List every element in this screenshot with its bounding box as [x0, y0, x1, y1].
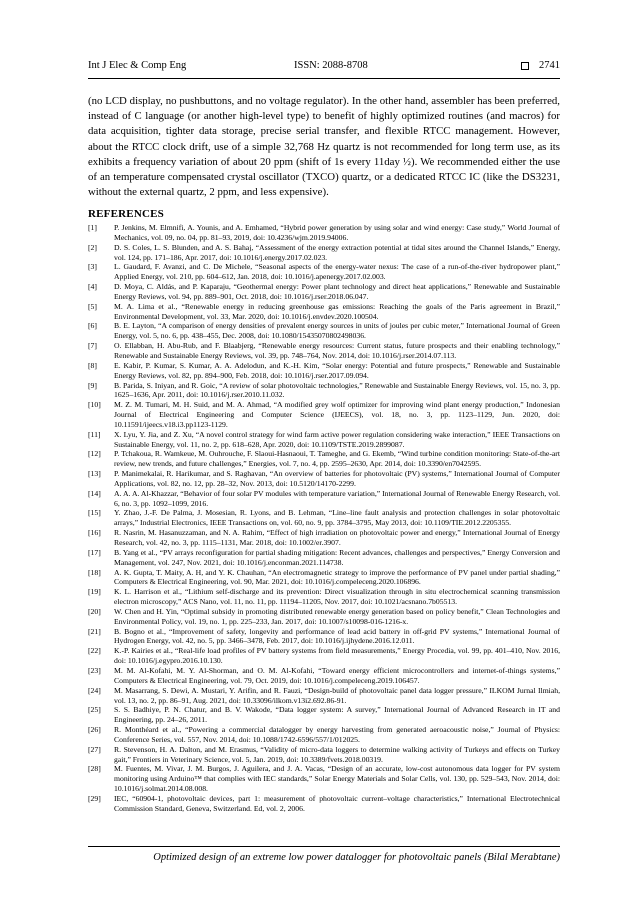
- reference-item: [88, 627, 560, 647]
- reference-text: L. Gaudard, F. Avanzi, and C. De Michele, “Seasonal aspects of the energy-water nexus: The case of a run-of-the-river hydropower plant,” Applied Energy, vol. 210, pp. 604–612, Jan. 2018, doi: 10.1016/j.apenergy.2017.02.003.: [114, 262, 560, 282]
- reference-text: P. Manimekalai, R. Harikumar, and S. Raghavan, “An overview of batteries for photovoltaic (PV) systems,” International Journal of Computer Applications, vol. 82, no. 12, pp. 28–32, Nov. 2013, doi: 10.5120/14170-2299.: [114, 469, 560, 488]
- reference-number: [2]: [88, 242, 97, 252]
- reference-item: [88, 321, 560, 341]
- reference-number: [8]: [88, 360, 97, 370]
- page-number-group: [521, 57, 560, 75]
- reference-item: [88, 400, 560, 430]
- checkbox-square-icon: [521, 62, 529, 70]
- reference-text: M. Masarrang, S. Dewi, A. Mustari, Y. Arifin, and R. Fauzi, “Design-build of photovoltaic panel data logger pressure,” ILKOM Jurnal Ilmiah, vol. 13, no. 2, pp. 86–91, Aug. 2021, doi: 10.33096/ilkom.v13i2.692.86-91.: [114, 685, 560, 705]
- reference-number: [17]: [88, 547, 101, 557]
- reference-item: [88, 548, 560, 568]
- reference-text: W. Chen and H. Yin, “Optimal subsidy in promoting distributed renewable energy generation based on policy benefit,” Clean Technologies and Environmental Policy, vol. 19, no. 1, pp. 225–233, Jan. 2017, doi: 10.1007/s10098-016-1216-x.: [114, 606, 560, 626]
- reference-text: A. A. A. Al-Khazzar, “Behavior of four solar PV modules with temperature variation,” International Journal of Renewable Energy Research, vol. 6, no. 3, pp. 1092–1099, 2016.: [114, 488, 560, 508]
- reference-number: [28]: [88, 764, 101, 774]
- reference-number: [22]: [88, 646, 101, 656]
- reference-item: [88, 341, 560, 361]
- reference-item: [88, 282, 560, 302]
- reference-number: [21]: [88, 626, 101, 636]
- reference-text: R. Stevenson, H. A. Dalton, and M. Erasmus, “Validity of micro-data loggers to determine walking activity of Turkeys and effects on Turkey gait,” Frontiers in Veterinary Science, vol. 5, Jan. 2019, doi: 10.3389/fvets.2018.00319.: [114, 744, 560, 764]
- reference-item: [88, 223, 560, 243]
- reference-item: [88, 725, 560, 745]
- references-list: [88, 223, 560, 814]
- reference-text: A. K. Gupta, T. Maity, A. H, and Y. K. Chauhan, “An electromagnetic strategy to improve the performance of PV panel under partial shading,” Computers & Electrical Engineering, vol. 90, Mar. 2021, doi: 10.1016/j.compeleceng.2020.106896.: [114, 567, 560, 587]
- header-rule: [88, 78, 560, 79]
- references-heading: REFERENCES: [88, 208, 164, 220]
- journal-name: Int J Elec & Comp Eng: [88, 60, 187, 71]
- reference-number: [12]: [88, 449, 101, 459]
- reference-number: [20]: [88, 606, 101, 616]
- reference-item: [88, 469, 560, 489]
- reference-number: [13]: [88, 469, 101, 479]
- reference-number: [26]: [88, 725, 101, 735]
- reference-number: [10]: [88, 400, 101, 410]
- reference-text: B. Parida, S. Iniyan, and R. Goic, “A review of solar photovoltaic technologies,” Renewable and Sustainable Energy Reviews, vol. 15, no. 3, pp. 1625–1636, Apr. 2011, doi: 10.1016/j.rser.2010.11.032.: [114, 380, 560, 400]
- reference-item: [88, 794, 560, 814]
- reference-text: IEC, “60904-1, photovoltaic devices, part 1: measurement of photovoltaic current–voltage characteristics,” International Electrotechnical Commission Standard, Geneva, Switzerland. Ed, vol. 2, 2006.: [114, 793, 560, 813]
- reference-item: [88, 686, 560, 706]
- reference-number: [25]: [88, 705, 101, 715]
- reference-item: [88, 607, 560, 627]
- reference-text: B. Bogno et al., “Improvement of safety, longevity and performance of lead acid battery in off-grid PV systems,” International Journal of Hydrogen Energy, vol. 42, no. 5, pp. 3466–3478, Feb. 2017, doi: 10.1016/j.ijhydene.2016.12.011.: [114, 626, 560, 646]
- reference-number: [7]: [88, 341, 97, 351]
- reference-number: [15]: [88, 508, 101, 518]
- reference-number: [14]: [88, 488, 101, 498]
- reference-item: [88, 705, 560, 725]
- reference-number: [4]: [88, 282, 97, 292]
- reference-item: [88, 262, 560, 282]
- reference-item: [88, 302, 560, 322]
- reference-text: P. Tchakoua, R. Wamkeue, M. Ouhrouche, F. Slaoui-Hasnaoui, T. Tameghe, and G. Ekemb, “Wind turbine condition monitoring: State-of-the-art review, new trends, and future challenges,” Energies, vol. 7, no. 4, pp. 2595–2630, Apr. 2014, doi: 10.3390/en7042595.: [114, 449, 560, 469]
- reference-item: [88, 666, 560, 686]
- reference-text: E. Kabir, P. Kumar, S. Kumar, A. A. Adelodun, and K.-H. Kim, “Solar energy: Potential and future prospects,” Renewable and Sustainable Energy Reviews, vol. 82, pp. 894–900, Feb. 2018, doi: 10.1016/j.rser.2017.09.094.: [114, 360, 560, 380]
- reference-item: [88, 764, 560, 794]
- reference-item: [88, 745, 560, 765]
- reference-number: [9]: [88, 380, 97, 390]
- reference-number: [27]: [88, 744, 101, 754]
- reference-number: [23]: [88, 665, 101, 675]
- reference-item: [88, 243, 560, 263]
- reference-number: [11]: [88, 429, 101, 439]
- reference-number: [24]: [88, 685, 101, 695]
- reference-text: P. Jenkins, M. Elmnifi, A. Younis, and A. Emhamed, “Hybrid power generation by using solar and wind energy: Case study,” World Journal of Mechanics, vol. 09, no. 04, pp. 81–93, 2019, doi: 10.4236/wjm.2019.94006.: [114, 223, 560, 242]
- reference-text: D. Moya, C. Aldás, and P. Kaparaju, “Geothermal energy: Power plant technology and direct heat applications,” Renewable and Sustainable Energy Reviews, vol. 94, pp. 889–901, Oct. 2018, doi: 10.1016/j.rser.2018.06.047.: [114, 282, 560, 301]
- reference-text: R. Monthéard et al., “Powering a commercial datalogger by energy harvesting from generated aeroacoustic noise,” Journal of Physics: Conference Series, vol. 557, Nov. 2014, doi: 10.1088/1742-6596/557/1/012025.: [114, 725, 560, 744]
- reference-number: [18]: [88, 567, 101, 577]
- reference-text: D. S. Coles, L. S. Blunden, and A. S. Bahaj, “Assessment of the energy extraction potential at tidal sites around the Channel Islands,” Energy, vol. 124, pp. 171–186, Apr. 2017, doi: 10.1016/j.energy.2017.02.023.: [114, 242, 560, 262]
- reference-text: O. Ellabban, H. Abu-Rub, and F. Blaabjerg, “Renewable energy resources: Current status, future prospects and their enabling technology,” Renewable and Sustainable Energy Reviews, vol. 39, pp. 748–764, Nov. 2014, doi: 10.1016/j.rser.2014.07.113.: [114, 341, 560, 360]
- reference-text: R. Nasrin, M. Hasanuzzaman, and N. A. Rahim, “Effect of high irradiation on photovoltaic power and energy,” International Journal of Energy Research, vol. 42, no. 3, pp. 1115–1131, Mar. 2018, doi: 10.1002/er.3907.: [114, 528, 560, 547]
- reference-text: M. Z. M. Tumari, M. H. Suid, and M. A. Ahmad, “A modified grey wolf optimizer for improving wind plant energy production,” Indonesian Journal of Electrical Engineering and Computer Science (IJEECS), vol. 18, no. 3, pp. 1123–1129, Jun. 2020, doi: 10.11591/ijeecs.v18.i3.pp1123-1129.: [114, 400, 560, 429]
- reference-text: M. M. Al-Kofahi, M. Y. Al-Shorman, and O. M. Al-Kofahi, “Toward energy efficient microcontrollers and internet-of-things systems,” Computers & Electrical Engineering, vol. 79, Oct. 2019, doi: 10.1016/j.compeleceng.2019.106457.: [114, 665, 560, 685]
- reference-number: [3]: [88, 262, 97, 272]
- running-header: [88, 57, 560, 75]
- reference-item: [88, 430, 560, 450]
- reference-text: M. A. Lima et al., “Renewable energy in reducing greenhouse gas emissions: Reaching the goals of the Paris agreement in Brazil,” Environmental Development, vol. 33, Mar. 2020, doi: 10.1016/j.envdev.2020.100504.: [114, 301, 560, 321]
- reference-text: M. Fuentes, M. Vivar, J. M. Burgos, J. Aguilera, and J. A. Vacas, “Design of an accurate, low-cost autonomous data logger for PV system monitoring using Arduino™ that complies with IEC standards,” Solar Energy Materials and Solar Cells, vol. 130, pp. 529–543, Nov. 2014, doi: 10.1016/j.solmat.2014.08.008.: [114, 764, 560, 794]
- page-number: 2741: [539, 60, 560, 71]
- reference-item: [88, 568, 560, 588]
- reference-text: S. S. Badhiye, P. N. Chatur, and B. V. Wakode, “Data logger system: A survey,” International Journal of Advanced Research in IT and Engineering, pp. 24–26, 2011.: [114, 705, 560, 725]
- reference-number: [16]: [88, 528, 101, 538]
- reference-text: K. L. Harrison et al., “Lithium self-discharge and its prevention: Direct visualization through in situ electrochemical scanning transmission electron microscopy,” ACS Nano, vol. 11, no. 11, pp. 11194–11205, Nov. 2017, doi: 10.1021/acsnano.7b05513.: [114, 587, 560, 607]
- reference-number: [19]: [88, 587, 101, 597]
- reference-text: Y. Zhao, J.-F. De Palma, J. Mosesian, R. Lyons, and B. Lehman, “Line–line fault analysis and protection challenges in solar photovoltaic arrays,” Industrial Electronics, IEEE Transactions on, vol. 60, no. 9, pp. 3784–3795, May 2013, doi: 10.1109/TIE.2012.2205355.: [114, 508, 560, 528]
- running-footer: Optimized design of an extreme low power datalogger for photovoltaic panels (Bilal Merabtane): [153, 852, 560, 863]
- reference-item: [88, 646, 560, 666]
- reference-text: B. Yang et al., “PV arrays reconfiguration for partial shading mitigation: Recent advances, challenges and perspectives,” Energy Conversion and Management, vol. 247, Nov. 2021, doi: 10.1016/j.enconman.2021.114738.: [114, 547, 560, 567]
- reference-item: [88, 587, 560, 607]
- reference-number: [29]: [88, 793, 101, 803]
- reference-text: X. Lyu, Y. Jia, and Z. Xu, “A novel control strategy for wind farm active power regulation considering wake interaction,” IEEE Transactions on Sustainable Energy, vol. 11, no. 2, pp. 618–628, Apr. 2020, doi: 10.1109/TSTE.2019.2899087.: [114, 429, 560, 449]
- issn: ISSN: 2088-8708: [294, 60, 368, 71]
- body-paragraph: (no LCD display, no pushbuttons, and no voltage regulator). In the other hand, assembler has been preferred, instead of C language (or another high-level type) to benefit of highly optimized routines (and macros) for data acquisition, tighter data storage, precise serial transfer, and flexible RTCC management. However, about the RTCC clock drift, use of a simple 32,768 Hz quartz is not recommended for long term use, as its exhibits a frequency variation of about 20 ppm (shift of 1s every 11day ½). We recommended either the use of an temperature compensated crystal oscillator (TXCO) quartz, or a dedicated RTCC IC (like the DS3231, without the external quartz, 2 ppm, and less expensive).: [88, 95, 560, 199]
- reference-item: [88, 508, 560, 528]
- reference-text: B. E. Layton, “A comparison of energy densities of prevalent energy sources in units of joules per cubic meter,” International Journal of Green Energy, vol. 5, no. 6, pp. 438–455, Dec. 2008, doi: 10.1080/15435070802498036.: [114, 321, 560, 341]
- reference-item: [88, 381, 560, 401]
- reference-item: [88, 489, 560, 509]
- reference-item: [88, 361, 560, 381]
- footer-rule: [88, 846, 560, 847]
- reference-item: [88, 449, 560, 469]
- reference-text: K.-P. Kairies et al., “Real-life load profiles of PV battery systems from field measurements,” Energy Procedia, vol. 99, pp. 401–410, Nov. 2016, doi: 10.1016/j.egypro.2016.10.130.: [114, 646, 560, 666]
- reference-number: [1]: [88, 223, 97, 232]
- reference-item: [88, 528, 560, 548]
- reference-number: [6]: [88, 321, 97, 331]
- reference-number: [5]: [88, 301, 97, 311]
